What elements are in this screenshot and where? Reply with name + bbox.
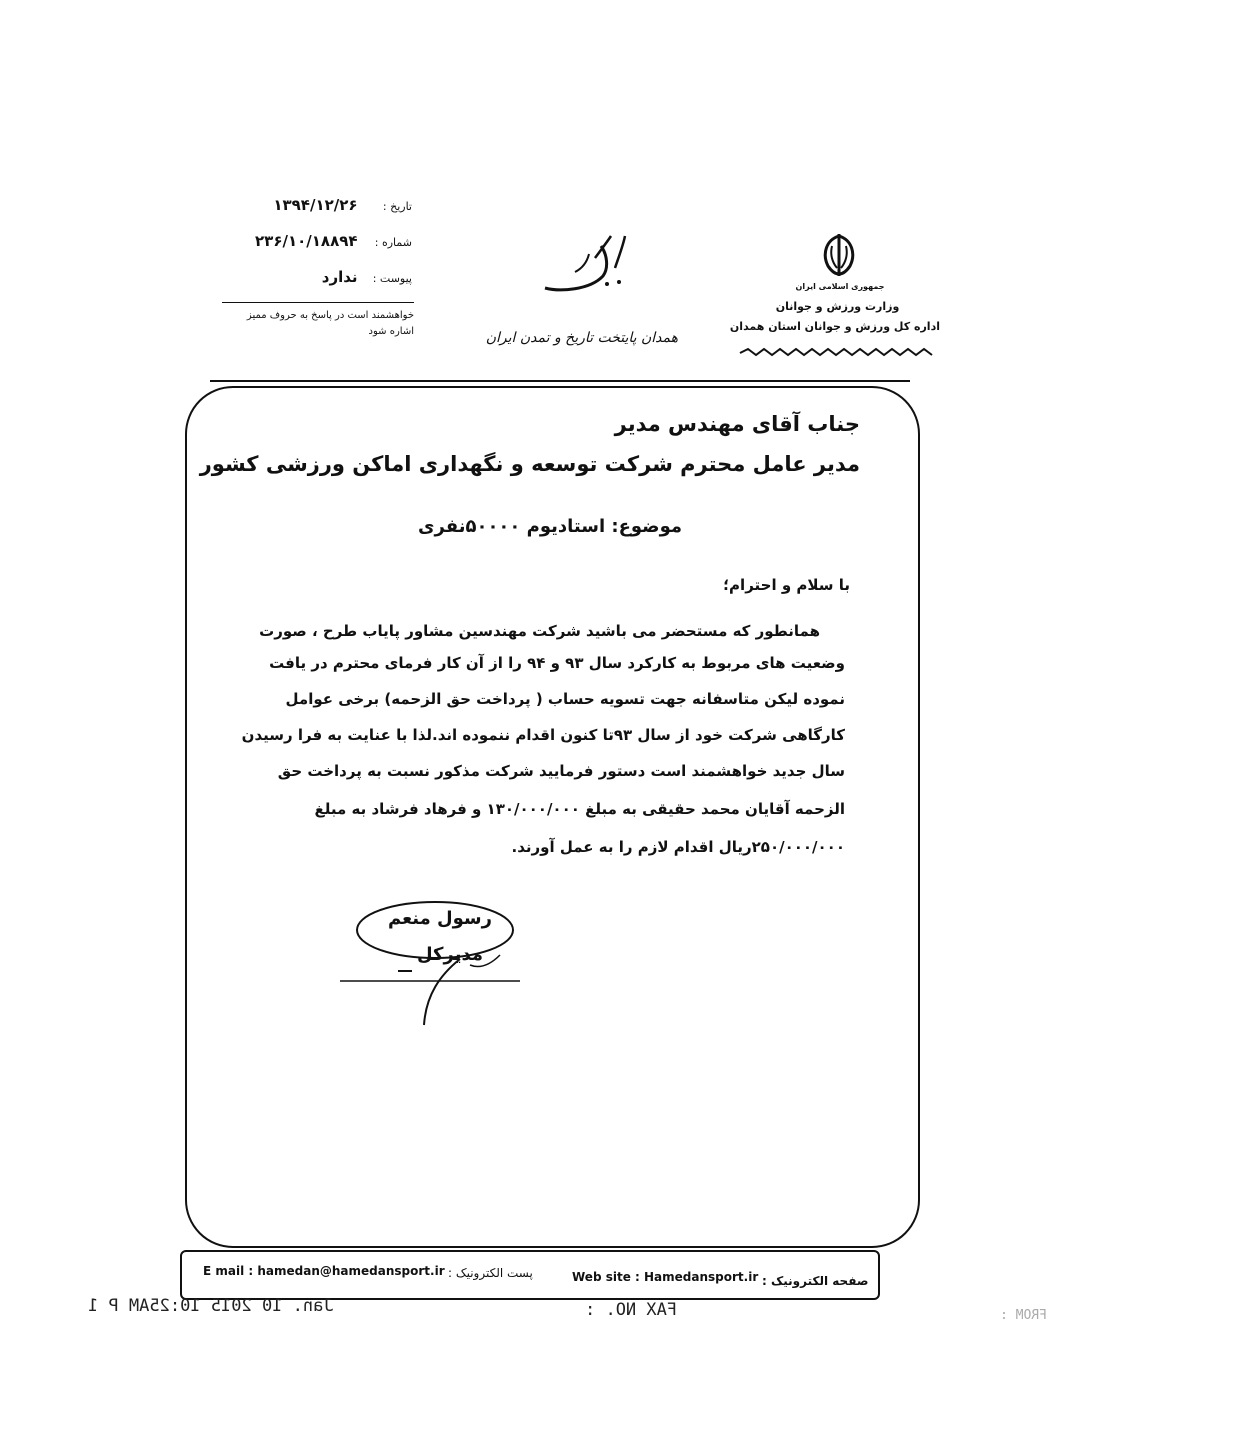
org-code-strip	[738, 344, 938, 358]
reply-note-line1: خواهشمند است در پاسخ به حروف ممیز	[246, 310, 414, 321]
date-row	[262, 196, 412, 214]
number-value: ۲۳۶/۱۰/۱۸۸۹۴	[255, 232, 358, 250]
footer-email-label: پست الکترونیک :	[448, 1266, 533, 1280]
body-line-1: همانطور که مستحضر می باشید شرکت مهندسین مشاور پایاب طرح ، صورت	[259, 622, 820, 640]
addressee-line1: جناب آقای مهندس مدیر	[614, 412, 860, 436]
org-ministry: وزارت ورزش و جوانان	[775, 300, 900, 313]
body-line-7: ۲۵۰/۰۰۰/۰۰۰ریال اقدام لازم را به عمل آورند.	[511, 838, 845, 856]
body-line-3: نموده لیکن متاسفانه جهت تسویه حساب ( پرداخت حق الزحمه) برخی عوامل	[285, 690, 845, 708]
number-label: شماره :	[374, 236, 412, 249]
calligraphy-mark	[535, 228, 635, 298]
reply-note	[218, 308, 414, 340]
number-row	[240, 232, 412, 250]
footer-website: Web site : Hamedansport.ir	[572, 1270, 759, 1284]
motto: همدان پایتخت تاریخ و تمدن ایران	[485, 330, 678, 346]
footer-website-label: صفحه الکترونیک :	[762, 1274, 869, 1288]
org-department: اداره کل ورزش و جوانان استان همدان	[729, 320, 940, 333]
reply-note-line2: اشاره شود	[368, 326, 414, 337]
greeting: با سلام و احترام؛	[723, 576, 850, 594]
body-line-4: کارگاهی شرکت خود از سال ۹۳تا کنون اقدام ننموده اند.لذا با عنایت به فرا رسیدن	[241, 726, 845, 744]
org-country: جمهوری اسلامی ایران	[795, 282, 885, 291]
fax-from: FROM :	[1000, 1308, 1047, 1323]
body-line-2: وضعیت های مربوط به کارکرد سال ۹۳ و ۹۴ را از آن کار فرمای محترم در یافت	[269, 654, 845, 672]
subject-line: موضوع: استادیوم ۵۰۰۰۰نفری	[418, 516, 682, 537]
attachment-label: پیوست :	[372, 272, 412, 285]
signatory-name: رسول منعم	[387, 908, 492, 929]
meta-divider	[222, 302, 414, 303]
addressee-line2: مدیر عامل محترم شرکت توسعه و نگهداری اماکن ورزشی کشور	[199, 452, 860, 476]
frame-top-edge	[210, 380, 910, 382]
bismillah-calligraphy	[535, 228, 635, 298]
date-value: ۱۳۹۴/۱۲/۲۶	[273, 196, 358, 214]
body-line-6: الزحمه آقایان محمد حقیقی به مبلغ ۱۳۰/۰۰۰/۰۰۰ و فرهاد فرشاد به مبلغ	[314, 800, 845, 818]
fax-timestamp: Jan. 10 2015 10:25AM P 1	[88, 1296, 334, 1316]
signatory-title: مدیرکل	[416, 944, 484, 965]
body-line-5: سال جدید خواهشمند است دستور فرمایید شرکت مذکور نسبت به پرداخت حق	[277, 762, 845, 780]
footer-email: E mail : hamedan@hamedansport.ir	[203, 1264, 445, 1278]
iran-emblem-icon	[818, 232, 860, 278]
date-label: تاریخ :	[382, 200, 412, 213]
fax-number: FAX NO. :	[585, 1300, 678, 1320]
attachment-value: ندارد	[321, 268, 358, 286]
attachment-row	[300, 268, 412, 286]
